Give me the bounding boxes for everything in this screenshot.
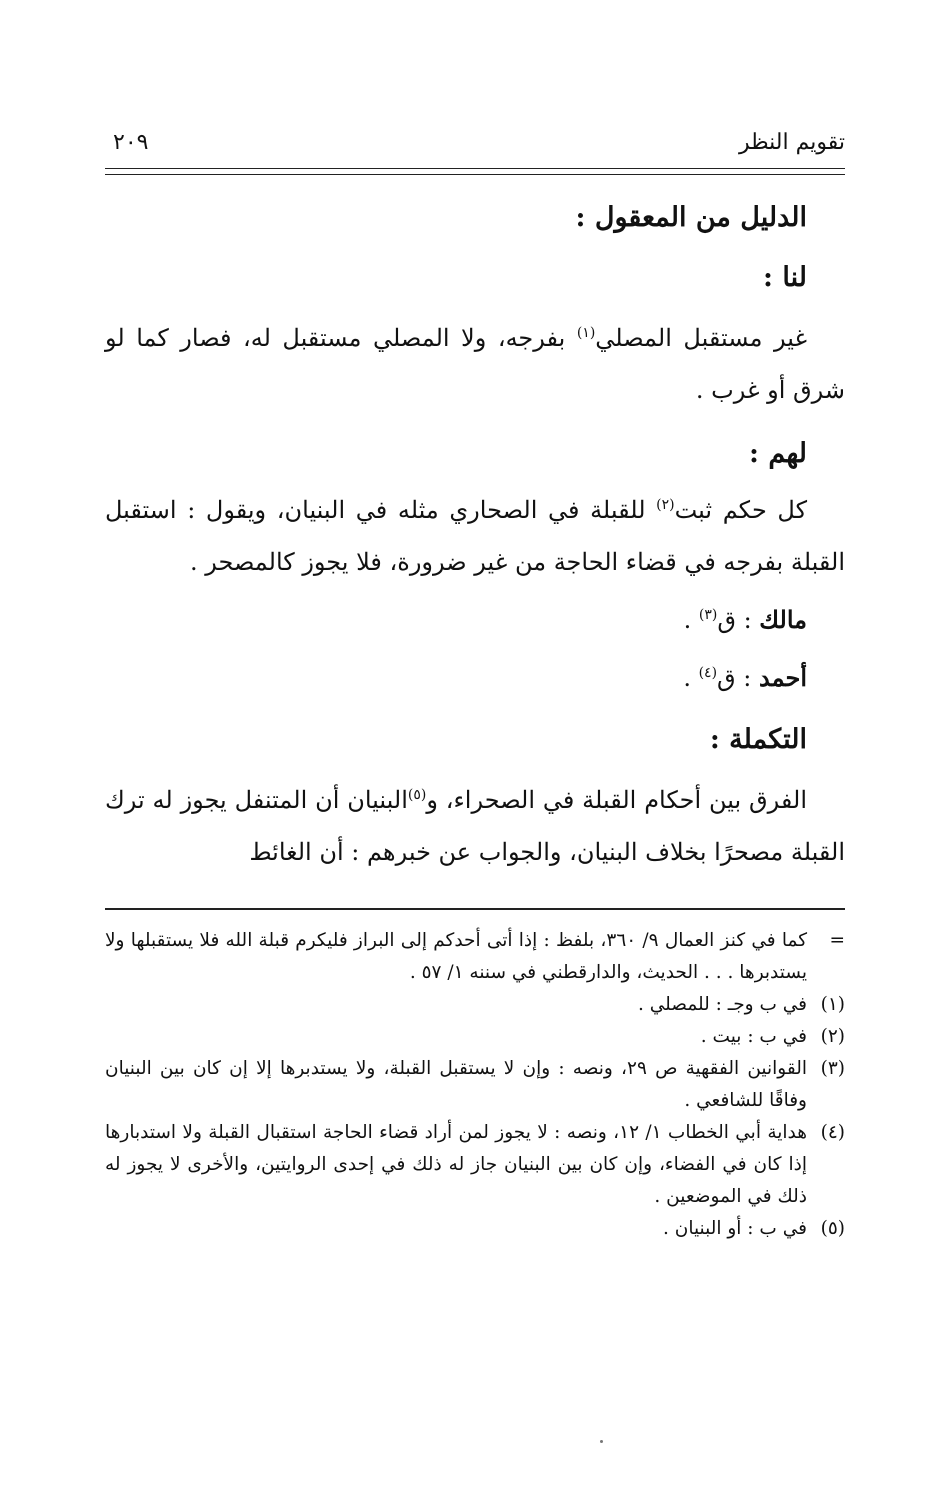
- paragraph-ours-rest: بفرجه، ولا المصلي مستقبل له، فصار كما لو شرق أو غرب .: [105, 324, 845, 404]
- footnote-mark: (٥): [820, 1218, 845, 1239]
- paragraph-theirs-rest: للقبلة في الصحاري مثله في البنيان، ويقول : استقبل القبلة بفرجه في قضاء الحاجة من غير ضرورة، فلا يجوز كالمصحر .: [105, 496, 845, 576]
- footnote-ref-2: (٢): [656, 497, 675, 513]
- header-rule-bottom: [105, 174, 845, 175]
- label-ours: لنا :: [763, 262, 807, 293]
- page-mark-dot: [600, 1440, 603, 1443]
- header-rule-top: [105, 168, 845, 169]
- paragraph-theirs-start: كل حكم ثبت: [674, 496, 807, 524]
- paragraph-ours: [105, 312, 845, 416]
- footnote-3: [105, 1053, 845, 1117]
- malik-line: [105, 594, 845, 646]
- footnote-mark: (٣): [820, 1058, 845, 1079]
- ahmad-label: أحمد: [759, 663, 807, 692]
- footnote-ref-4: (٤): [698, 665, 718, 681]
- malik-text: : ق: [717, 606, 760, 634]
- paragraph-ours-start: غير مستقبل المصلي: [595, 324, 807, 352]
- footnote-text: في ب : أو البنيان .: [662, 1218, 807, 1239]
- footnote-2: [105, 1021, 845, 1053]
- ahmad-end: .: [683, 664, 699, 692]
- footnote-5: [105, 1213, 845, 1245]
- footnote-ref-3: (٣): [698, 607, 718, 623]
- footnote-ref-5: (٥): [407, 787, 427, 803]
- running-header: [105, 126, 845, 166]
- running-title: تقويم النظر: [738, 130, 845, 155]
- heading-evidence: الدليل من المعقول :: [575, 202, 807, 233]
- footnotes: [105, 925, 845, 1245]
- paragraph-completion: [105, 774, 845, 878]
- footnote-4: [105, 1117, 845, 1213]
- footnote-mark: (١): [820, 994, 845, 1015]
- footnote-mark: (٢): [820, 1026, 845, 1047]
- paragraph-completion-rest: البنيان أن المتنفل يجوز له ترك القبلة مصحرًا بخلاف البنيان، والجواب عن خبرهم : أن الغائط: [105, 786, 845, 866]
- footnote-text: في ب وجـ : للمصلي .: [637, 994, 807, 1015]
- footnote-text: في ب : بيت .: [700, 1026, 807, 1047]
- label-completion: التكملة :: [709, 724, 807, 755]
- paragraph-theirs: [105, 484, 845, 588]
- footnote-ref-1: (١): [576, 325, 596, 341]
- footnote-text: القوانين الفقهية ص ٢٩، ونصه : وإن لا يستقبل القبلة، ولا يستدبرها إلا إن كان بين البنيان وفاقًا للشافعي .: [105, 1058, 807, 1111]
- label-theirs: لهم :: [748, 438, 807, 469]
- page-number: ٢٠٩: [113, 130, 149, 155]
- ahmad-text: : ق: [717, 664, 760, 692]
- paragraph-completion-start: الفرق بين أحكام القبلة في الصحراء، و: [426, 786, 807, 814]
- footnote-separator: [105, 908, 845, 910]
- footnote-continued: [105, 925, 845, 989]
- footnote-mark: =: [829, 930, 845, 951]
- footnote-1: [105, 989, 845, 1021]
- footnote-text: كما في كنز العمال ٩/ ٣٦٠، بلفظ : إذا أتى أحدكم إلى البراز فليكرم قبلة الله فلا يستقبلها ولا يستدبرها . . . الحديث، والدارقطني في سننه ١/ ٥٧ .: [105, 930, 807, 983]
- malik-end: .: [683, 606, 699, 634]
- footnote-text: هداية أبي الخطاب ١/ ١٢، ونصه : لا يجوز لمن أراد قضاء الحاجة استقبال القبلة ولا استدبارها إذا كان في الفضاء، وإن كان بين البنيان جاز له ذلك في إحدى الروايتين، والأخرى لا يجوز له ذلك في الموضعين .: [105, 1122, 807, 1207]
- malik-label: مالك: [759, 605, 807, 634]
- footnote-mark: (٤): [820, 1122, 845, 1143]
- ahmad-line: [105, 652, 845, 704]
